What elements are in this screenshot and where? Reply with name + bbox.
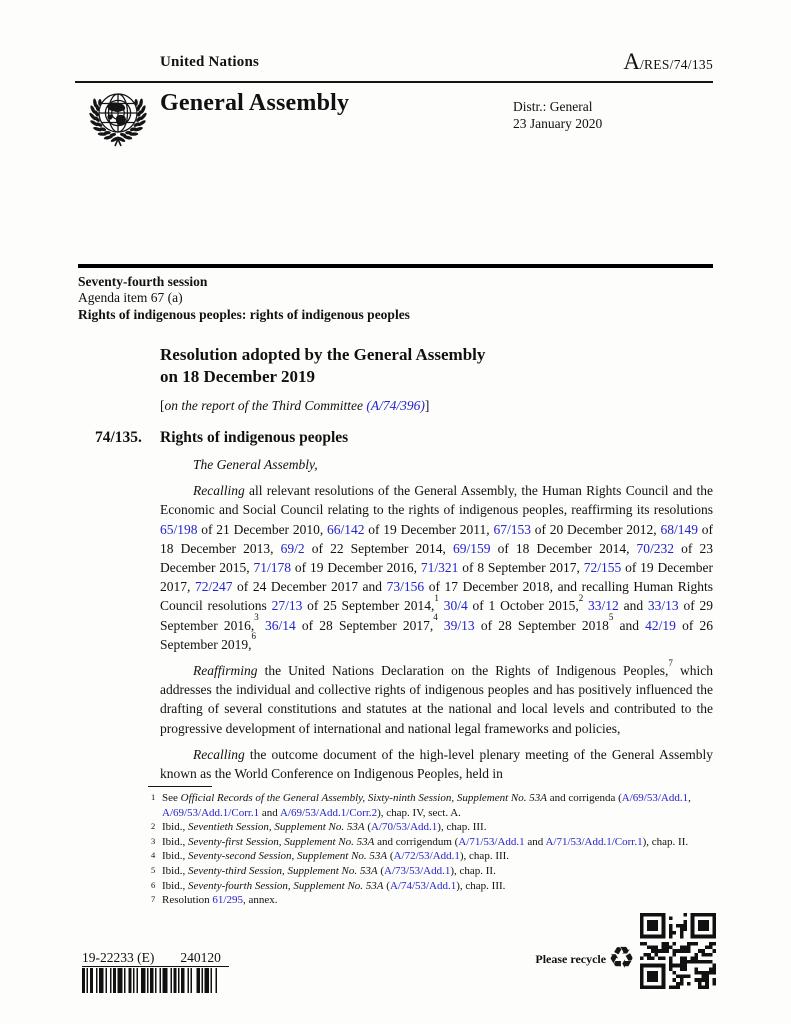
recycle-label: Please recycle [535,951,607,966]
footnote [148,791,714,820]
text-run: of 18 December 2013, [160,521,713,556]
header-rule [75,81,713,83]
resolution-heading-title: Rights of indigenous peoples [160,429,349,446]
text-run: of 22 September 2014, [304,540,453,556]
text-run: of 29 September 2016, [160,598,713,633]
text-run: the outcome document of the high-level plenary meeting of the General Assembly known as the World Conference on Indigenous Peoples, held in [160,746,713,782]
text-run: of 18 December 2014, [490,540,637,556]
section-rule [78,264,713,268]
text-run: Seventieth Session, Supplement No. 53A [187,821,365,834]
document-link[interactable]: A/71/53/Add.1/Corr.1 [545,835,643,848]
document-link[interactable]: 65/198 [160,521,198,537]
document-link[interactable]: A/72/53/Add.1 [393,850,460,863]
text-run: The General Assembly, [193,457,318,472]
text-run: the United Nations Declaration on the Rights of Indigenous Peoples, [257,663,669,679]
text-run: Seventy-third Session, Supplement No. 53A [187,864,378,877]
session-block [78,274,410,323]
text-run: of 17 December 2018, and recalling Human Rights Council resolutions [160,579,714,614]
document-link[interactable]: A/69/53/Add.1/Corr.2 [279,806,378,819]
footnote-ref: 6 [251,631,256,642]
footnote [148,879,714,894]
text-run: ( [383,879,390,892]
text-run: ] [424,398,430,413]
document-link[interactable]: 69/159 [452,540,491,556]
footnote [148,835,714,850]
text-run: of 24 December 2017 and [232,579,387,595]
body-paragraph [160,481,713,654]
text-run: of 26 September 2019, [160,617,714,652]
footnote-number: 4 [151,850,156,861]
distr-date: 23 January 2020 [513,116,603,131]
footnote-ref: 2 [578,592,584,603]
text-run: Seventy-second Session, Supplement No. 53A [187,850,388,863]
text-run: ), chap. IV, sect. A. [377,806,461,819]
document-link[interactable]: 33/12 [588,598,619,614]
footnote-number: 1 [151,792,156,802]
footnote-text [162,894,278,906]
document-link[interactable]: 69/2 [280,540,305,556]
text-run: Ibid., [162,879,188,892]
document-link[interactable]: 70/232 [636,540,675,556]
document-link[interactable]: (A/74/396) [366,398,425,413]
text-run: on the report of the Third Committee [164,398,367,413]
text-run: ( [364,821,371,834]
document-symbol-number: /RES/74/135 [639,57,713,72]
text-run: and [618,598,648,614]
text-run: of 25 September 2014, [302,598,435,614]
text-run: ), chap. III. [456,879,506,892]
text-run: and [613,617,646,633]
text-run: ( [377,864,385,877]
resolution-heading-number: 74/135. [95,429,142,446]
text-run: [ [160,398,165,413]
text-run: of 1 October 2015, [467,598,579,614]
document-link[interactable]: 27/13 [271,598,303,614]
text-run: See [162,792,181,804]
text-run: and corrigenda ( [546,792,622,804]
text-run: and [259,806,280,819]
text-run: of 19 December 2011, [364,521,494,537]
distr-label: Distr.: General [513,99,593,114]
text-run: of 19 December 2017, [160,560,713,595]
body-paragraph [160,745,713,783]
text-run: Official Records of the General Assembly, Sixty-ninth Session, Supplement No. 53A [180,792,547,804]
footnote [148,864,714,879]
document-link[interactable]: A/73/53/Add.1 [384,864,451,877]
document-link[interactable]: 72/155 [583,560,622,576]
footnote-ref: 5 [608,612,614,623]
text-run: of 23 December 2015, [160,540,713,576]
text-run: ), chap. III. [459,850,510,863]
text-run: of 8 September 2017, [458,560,584,576]
footnotes [148,791,714,908]
job-number: 19-22233 (E) [82,950,155,965]
report-reference [160,398,429,414]
footnote-text [162,836,688,848]
body-paragraph [160,455,713,474]
text-run: Seventy-fourth Session, Supplement No. 53A [187,879,384,892]
footnote-number: 5 [151,864,156,875]
footnote-ref: 1 [434,592,439,603]
text-run: and corrigendum ( [374,835,459,848]
un-emblem-icon [82,84,154,156]
footnote-rule [148,786,212,787]
text-run: Ibid., [162,864,188,877]
text-run: of 19 December 2016, [291,560,421,576]
text-run: ( [387,850,394,863]
text-run: all relevant resolutions of the General Assembly, the Human Rights Council and the Economic and Social Council relating to the rights of indigenous peoples, reaffirming its resolutions [160,483,713,518]
assembly-title: General Assembly [160,90,350,116]
document-link[interactable]: 42/19 [645,617,676,633]
text-run: of 28 September 2017, [295,617,434,633]
footnote-text [162,850,509,862]
footnote-ref: 4 [433,612,438,623]
text-run: of 21 December 2010, [197,521,327,537]
text-run: Seventy-first Session, Supplement No. 53A [187,835,375,848]
text-run: Recalling [193,746,245,762]
document-link[interactable]: 66/142 [326,521,365,537]
session-number: Seventy-fourth session [78,274,208,289]
document-link[interactable]: A/70/53/Add.1 [370,821,438,834]
footnote-ref: 3 [254,612,259,623]
footnote-text [162,880,505,892]
footnote [148,849,714,864]
text-run: Reaffirming [193,663,258,679]
document-link[interactable]: A/69/53/Add.1/Corr.1 [162,806,260,819]
text-run: , annex. [242,894,278,907]
document-link[interactable]: A/74/53/Add.1 [389,879,457,892]
document-link[interactable]: 67/153 [493,521,531,537]
text-run: Resolution [162,894,213,907]
resolution-title: Resolution adopted by the General Assembly on 18 December 2019 [160,345,486,386]
document-link[interactable]: 30/4 [443,598,468,614]
agenda-item: Agenda item 67 (a) [78,290,183,306]
qr-code-icon [640,913,716,989]
document-symbol [623,49,713,75]
text-run: , [688,792,691,804]
text-run: Ibid., [162,850,188,863]
text-run: Recalling [193,483,245,499]
text-run: of 28 September 2018 [474,617,609,633]
barcode [82,968,250,993]
footnote [148,820,714,835]
print-code: 240120 [180,950,221,965]
recycle-icon: ♻ [608,941,635,976]
footnote-number: 2 [151,821,156,832]
text-run: Ibid., [162,821,188,834]
document-link[interactable]: 61/295 [212,894,243,907]
text-run: and [524,835,546,848]
footnote-number: 6 [151,879,156,890]
text-run: which addresses the individual and collective rights of indigenous peoples and has positively influenced the drafting of several constitutions and statutes at the national and local levels and contributed to the progressive development of international and national legal frameworks and policies, [160,663,713,736]
document-link[interactable]: 68/149 [660,521,698,537]
job-number-block [82,949,250,993]
distribution-block [513,98,602,132]
resolution-heading [95,429,348,447]
text-run: of 20 December 2012, [530,521,661,537]
body-paragraph [160,657,713,738]
document-link[interactable]: 33/13 [647,598,679,614]
document-link[interactable]: A/69/53/Add.1 [621,792,689,804]
document-link[interactable]: 73/156 [386,579,425,595]
footnote-text [162,865,496,877]
text-run: ), chap. II. [642,835,689,848]
document-link[interactable]: 71/178 [253,560,292,576]
footnote-text [162,821,486,833]
text-run: ), chap. III. [437,821,487,834]
document-link[interactable]: A/71/53/Add.1 [458,835,525,848]
footnote [148,893,714,908]
document-link[interactable]: 71/321 [420,560,459,576]
resolution-body [160,455,713,790]
document-link[interactable]: 72/247 [194,579,233,595]
document-symbol-prefix: A [623,49,640,74]
document-link[interactable]: 36/14 [264,617,296,633]
footnote-text [162,792,691,819]
agenda-title: Rights of indigenous peoples: rights of indigenous peoples [78,306,410,322]
document-link[interactable]: 39/13 [443,617,475,633]
recycle-block [535,941,635,976]
text-run: Ibid., [162,835,188,848]
footnote-ref: 7 [668,657,673,668]
footnote-number: 3 [151,835,156,846]
org-name: United Nations [160,54,260,70]
text-run: ), chap. II. [450,864,496,877]
footnote-number: 7 [151,894,156,905]
